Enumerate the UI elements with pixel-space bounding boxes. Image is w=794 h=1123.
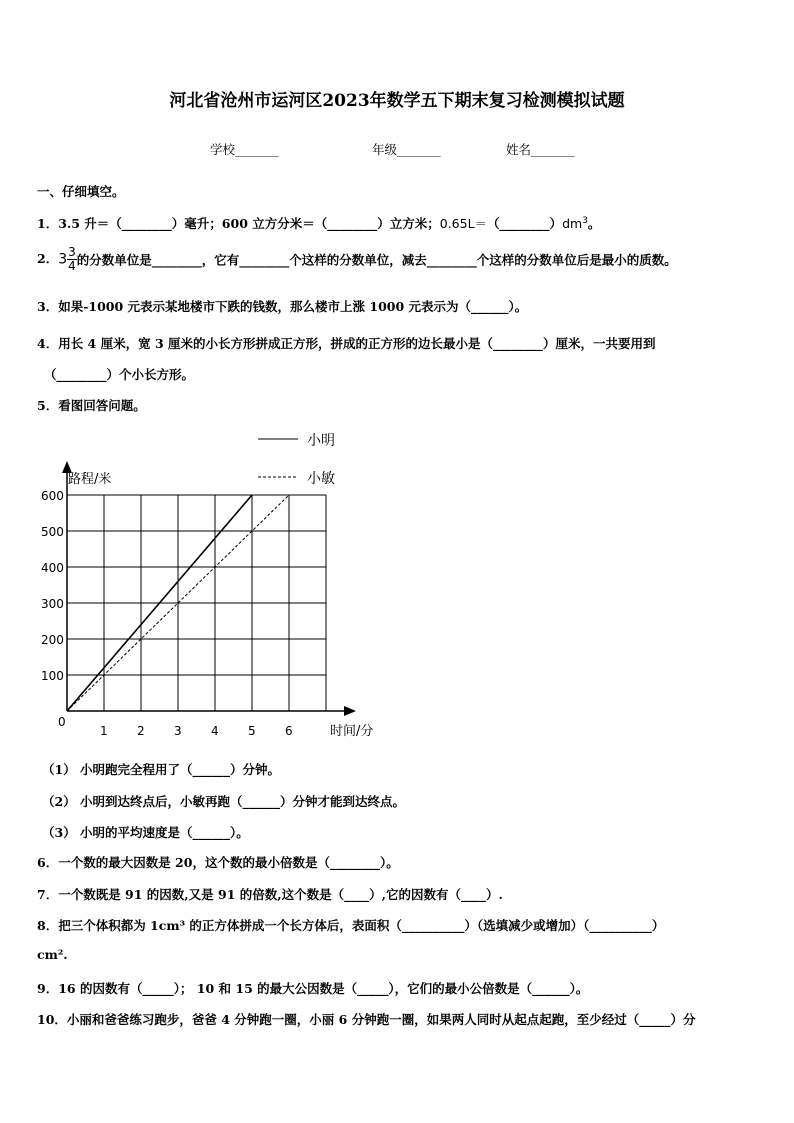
question-4-line1: 4．用长 4 厘米，宽 3 厘米的小长方形拼成正方形，拼成的正方形的边长最小是（________）厘米，一共要用到: [37, 336, 656, 351]
chart-grid: [67, 495, 326, 711]
y-tick-label: 500: [41, 525, 64, 539]
legend-label: 小明: [307, 433, 335, 449]
chart-axes: [62, 461, 356, 716]
q2-fraction: $\frac{3}{4}$: [68, 245, 76, 273]
x-tick-label: 5: [248, 724, 256, 738]
q1-part-c: （________）: [487, 216, 563, 231]
question-5-sub2: （2） 小明到达终点后，小敏再跑（______）分钟才能到达终点。: [42, 794, 406, 809]
x-tick-label: 6: [285, 724, 293, 738]
question-5: 5．看图回答问题。: [37, 398, 146, 413]
question-3: 3．如果-1000 元表示某地楼市下跌的钱数，那么楼市上涨 1000 元表示为（______）。: [37, 299, 528, 314]
y-tick-label: 100: [41, 669, 64, 683]
page-title: 河北省沧州市运河区2023年数学五下期末复习检测模拟试题: [169, 91, 625, 111]
y-tick-label: 200: [41, 633, 64, 647]
x-axis-arrow: [344, 706, 356, 716]
section-heading: 一、仔细填空。: [37, 184, 125, 199]
y-tick-label: 400: [41, 561, 64, 575]
question-1: 1．3.5 升＝（________）毫升；600 立方分米＝（________）立方米；$0.65L=(\_\_\_\_\_\_\_\_)dm^3$。: [37, 215, 601, 231]
question-7: 7．一个数既是 91 的因数,又是 91 的倍数,这个数是（____）,它的因数有（____）.: [37, 887, 503, 902]
x-tick-label: 3: [174, 724, 182, 738]
x-axis-label: 时间/分: [330, 724, 374, 739]
question-5-sub1: （1） 小明跑完全程用了（______）分钟。: [42, 762, 281, 777]
q1-unit: $dm^3$: [562, 215, 588, 231]
question-6: 6．一个数的最大因数是 20，这个数的最小倍数是（________）。: [37, 855, 399, 870]
question-8-line1: 8．把三个体积都为 1cm³ 的正方体拼成一个长方体后，表面积（__________）（选填减少或增加）（__________）: [37, 918, 665, 933]
chart-ticks: [41, 489, 293, 738]
y-axis-label: 路程/米: [68, 472, 112, 487]
y-tick-label: 300: [41, 597, 64, 611]
question-8-line2: cm².: [37, 947, 68, 962]
q1-part-a: 1．3.5 升＝（________）毫升；600 立方分米＝（________）立方米；: [37, 216, 440, 231]
name-field: 姓名_______: [506, 142, 575, 157]
question-5-sub3: （3） 小明的平均速度是（______）。: [42, 825, 249, 840]
question-9: 9．16 的因数有（_____）； 10 和 15 的最大公因数是（_____），它们的最小公倍数是（______）。: [37, 981, 589, 996]
grade-field: 年级_______: [372, 142, 441, 157]
school-field: 学校_______: [210, 142, 279, 157]
question-2: [37, 246, 677, 273]
q1-part-b: 0.65L＝: [439, 216, 488, 231]
q2-number: 2．: [37, 251, 59, 266]
x-tick-label: 1: [100, 724, 108, 738]
question-4-line2: （________）个小长方形。: [44, 367, 195, 382]
y-tick-label: 600: [41, 489, 64, 503]
question-10: 10．小丽和爸爸练习跑步，爸爸 4 分钟跑一圈，小丽 6 分钟跑一圈，如果两人同时从起点起跑，至少经过（_____）分: [37, 1012, 696, 1027]
x-tick-label: 4: [211, 724, 219, 738]
line-chart: [30, 425, 400, 745]
legend-label: 小敏: [307, 471, 335, 487]
origin-label: 0: [58, 715, 66, 729]
q2-whole: 3: [58, 251, 68, 268]
x-tick-label: 2: [137, 724, 145, 738]
q2-text: 的分数单位是________，它有________个这样的分数单位，减去________个这样的分数单位后是最小的质数。: [76, 252, 677, 268]
chart-legend: [258, 433, 335, 487]
